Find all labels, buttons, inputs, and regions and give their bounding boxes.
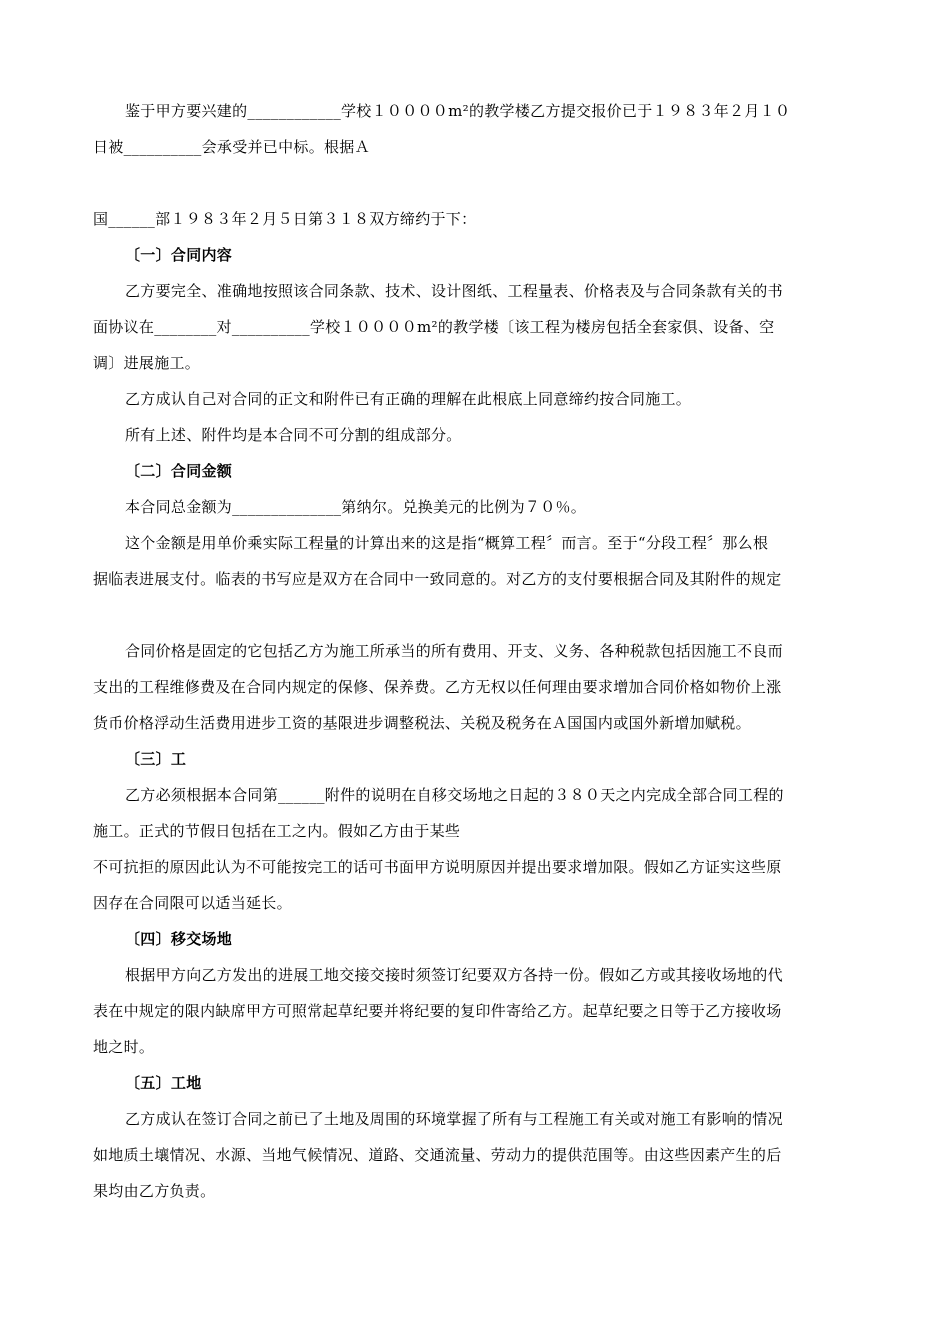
paragraph-line: 乙方成认自己对合同的正文和附件已有正确的理解在此根底上同意缔约按合同施工。 <box>125 390 692 408</box>
paragraph-line: 表在中规定的限内缺席甲方可照常起草纪要并将纪要的复印件寄给乙方。起草纪要之日等于乙方接收场 <box>93 1002 782 1020</box>
paragraph-line: 支出的工程维修费及在合同内规定的保修、保养费。乙方无权以任何理由要求增加合同价格如物价上涨 <box>93 678 782 696</box>
paragraph-line: 这个金额是用单价乘实际工程量的计算出来的这是指“概算工程〞而言。至于“分段工程〞那么根 <box>125 534 769 552</box>
paragraph-line: 据临表进展支付。临表的书写应是双方在合同中一致同意的。对乙方的支付要根据合同及其附件的规定 <box>93 570 782 588</box>
paragraph-line: 乙方成认在签订合同之前已了土地及周围的环境掌握了所有与工程施工有关或对施工有影响的情况 <box>125 1110 783 1128</box>
paragraph-line: 所有上述、附件均是本合同不可分割的组成部分。 <box>125 426 462 444</box>
paragraph-line: 鉴于甲方要兴建的____________学校１００００m²的教学楼乙方提交报价已于１９８３年２月１０ <box>125 102 791 120</box>
paragraph-line: 根据甲方向乙方发出的进展工地交接交接时须签订纪要双方各持一份。假如乙方或其接收场地的代 <box>125 966 783 984</box>
paragraph-line: 乙方要完全、准确地按照该合同条款、技术、设计图纸、工程量表、价格表及与合同条款有关的书 <box>125 282 783 300</box>
paragraph-line: 合同价格是固定的它包括乙方为施工所承当的所有费用、开支、义务、各种税款包括因施工不良而 <box>125 642 783 660</box>
section-heading: 〔五〕工地 <box>125 1074 202 1092</box>
blank-line <box>93 602 858 638</box>
section-heading: 〔一〕合同内容 <box>125 246 233 264</box>
paragraph-line: 地之时。 <box>93 1038 155 1056</box>
section-heading: 〔四〕移交场地 <box>125 930 233 948</box>
paragraph-line: 面协议在________对__________学校１００００m²的教学楼〔该工程为楼房包括全套家俱、设备、空 <box>93 318 775 336</box>
paragraph-line: 不可抗拒的原因此认为不可能按完工的话可书面甲方说明原因并提出要求增加限。假如乙方证实这些原 <box>93 858 782 876</box>
section-heading: 〔二〕合同金额 <box>125 462 233 480</box>
paragraph-line: 国______部１９８３年２月５日第３１８双方缔约于下： <box>93 210 477 228</box>
paragraph-line: 本合同总金额为______________第纳尔。兑换美元的比例为７０％。 <box>125 498 587 516</box>
paragraph-line: 乙方必须根据本合同第______附件的说明在自移交场地之日起的３８０天之内完成全部合同工程的 <box>125 786 784 804</box>
blank-line <box>93 170 858 206</box>
paragraph-line: 果均由乙方负责。 <box>93 1182 216 1200</box>
paragraph-line: 因存在合同限可以适当延长。 <box>93 894 292 912</box>
paragraph-line: 如地质土壤情况、水源、当地气候情况、道路、交通流量、劳动力的提供范围等。由这些因素产生的后 <box>93 1146 782 1164</box>
paragraph-line: 日被__________会承受并已中标。根据Ａ <box>93 138 370 156</box>
paragraph-line: 调〕进展施工。 <box>93 354 201 372</box>
paragraph-line: 施工。正式的节假日包括在工之内。假如乙方由于某些 <box>93 822 461 840</box>
section-heading: 〔三〕工 <box>125 750 187 768</box>
paragraph-line: 货币价格浮动生活费用进步工资的基限进步调整税法、关税及税务在Ａ国国内或国外新增加赋税。 <box>93 714 751 732</box>
